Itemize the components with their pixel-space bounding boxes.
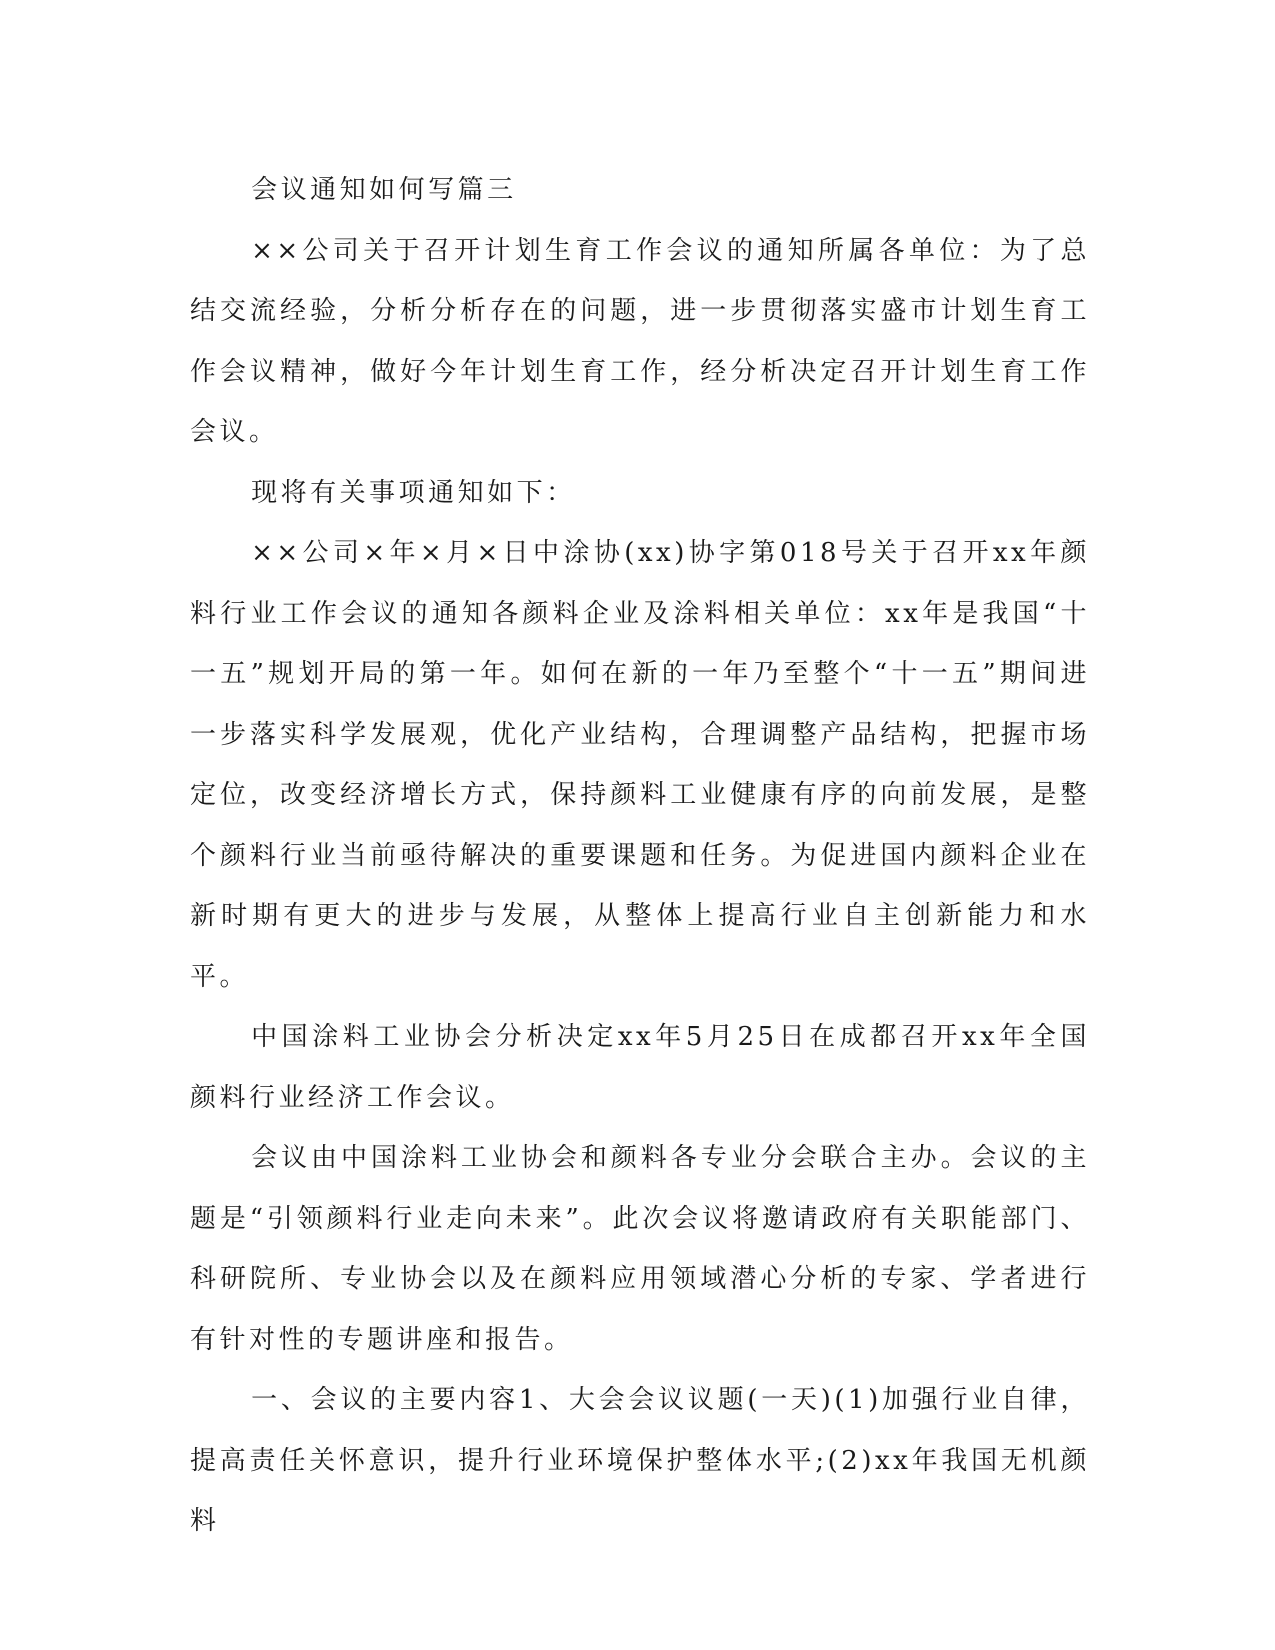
- paragraph-meeting-theme: 会议由中国涂料工业协会和颜料各专业分会联合主办。会议的主题是“引领颜料行业走向未来”。此次会议将邀请政府有关职能部门、科研院所、专业协会以及在颜料应用领域潜心分析的专家、学者进行有针对性的专题讲座和报告。: [190, 1143, 1090, 1355]
- paragraph-pigment-notice: ××公司×年×月×日中涂协(xx)协字第018号关于召开xx年颜料行业工作会议的通知各颜料企业及涂料相关单位：xx年是我国“十一五”规划开局的第一年。如何在新的一年乃至整个“十一五”期间进一步落实科学发展观，优化产业结构，合理调整产品结构，把握市场定位，改变经济增长方式，保持颜料工业健康有序的向前发展，是整个颜料行业当前亟待解决的重要课题和任务。为促进国内颜料企业在新时期有更大的进步与发展，从整体上提高行业自主创新能力和水平。: [190, 538, 1090, 992]
- paragraph-meeting-decision: 中国涂料工业协会分析决定xx年5月25日在成都召开xx年全国颜料行业经济工作会议。: [190, 1022, 1090, 1113]
- paragraph-title: 会议通知如何写篇三: [251, 175, 517, 205]
- paragraph-notice-intro: ××公司关于召开计划生育工作会议的通知所属各单位：为了总结交流经验，分析分析存在的问题，进一步贯彻落实盛市计划生育工作会议精神，做好今年计划生育工作，经分析决定召开计划生育工作会议。: [190, 235, 1090, 447]
- document-body: [190, 160, 1090, 1552]
- paragraph-matters-intro: 现将有关事项通知如下：: [251, 477, 576, 508]
- paragraph-meeting-content: 一、会议的主要内容1、大会会议议题(一天)(1)加强行业自律，提高责任关怀意识，提升行业环境保护整体水平;(2)xx年我国无机颜料: [190, 1385, 1090, 1536]
